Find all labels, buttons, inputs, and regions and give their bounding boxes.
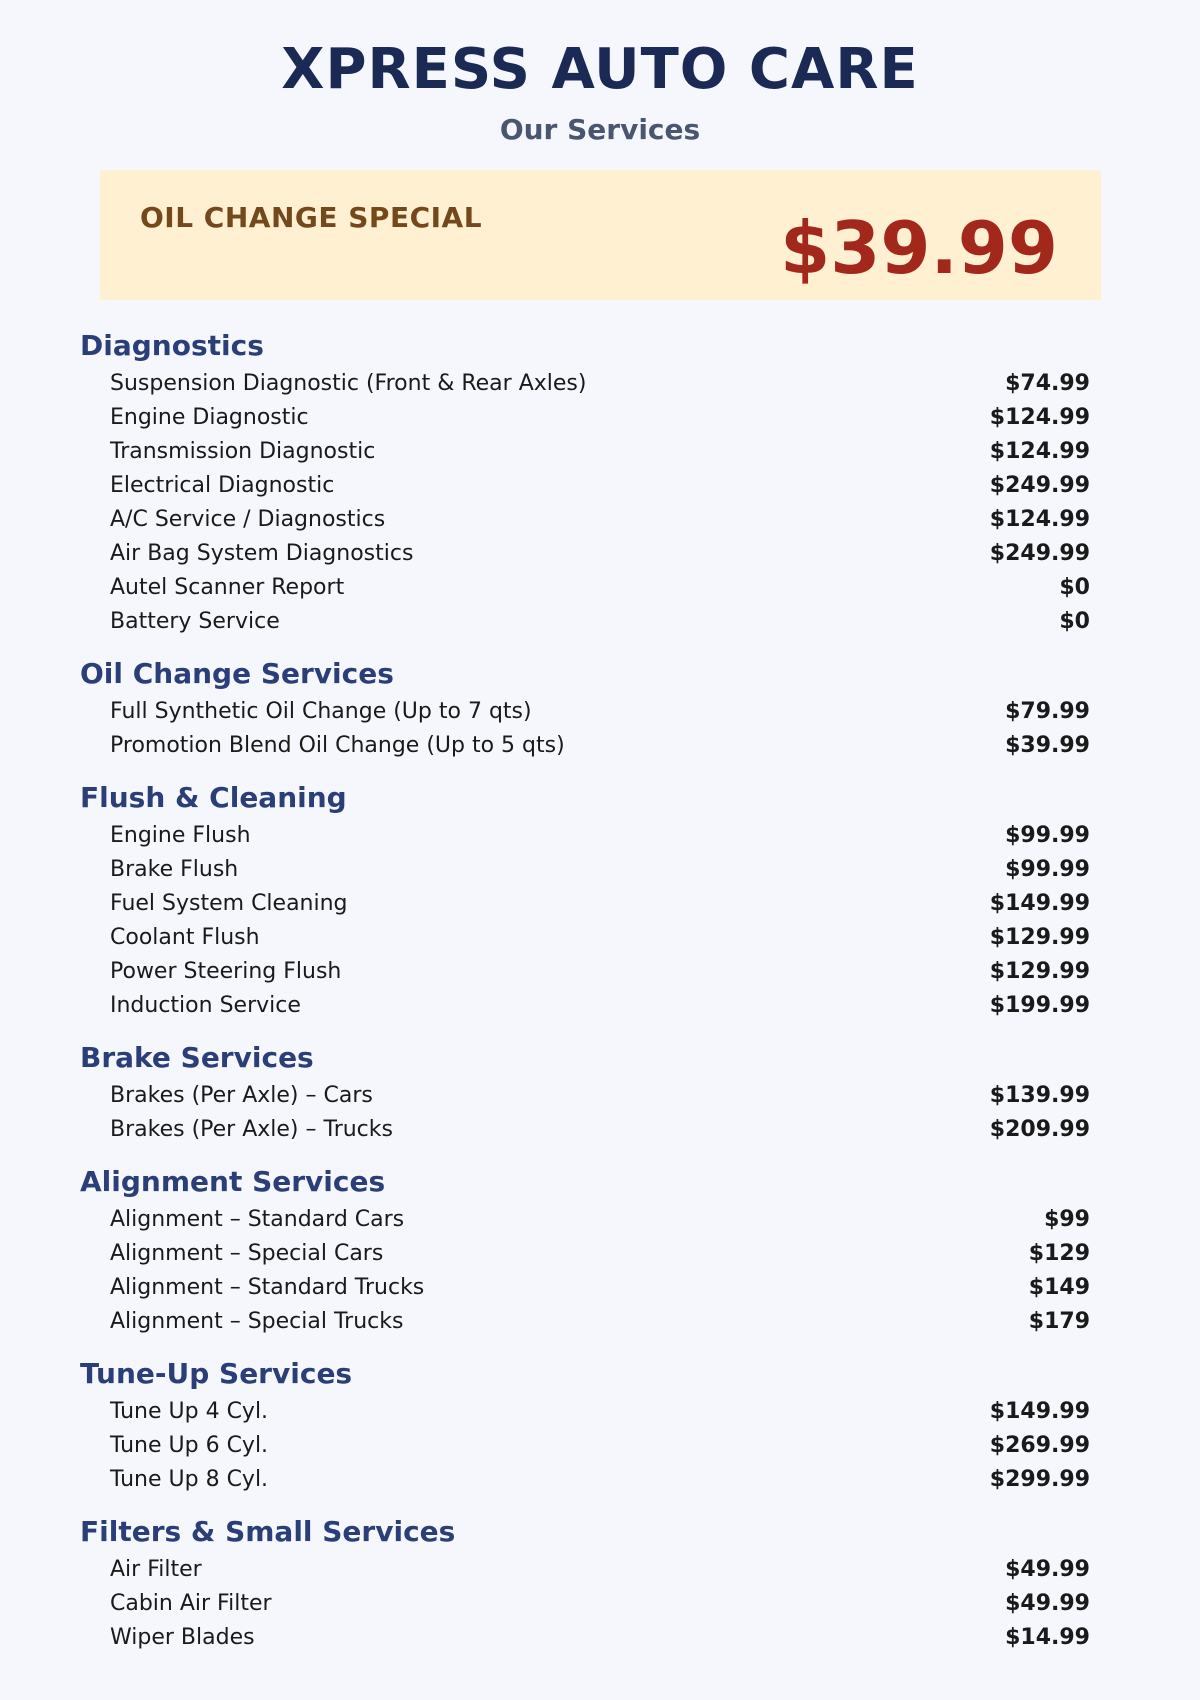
service-price: $129 (1028, 1241, 1090, 1266)
service-item (80, 921, 1090, 955)
service-price: $129.99 (989, 959, 1090, 984)
service-item (80, 571, 1090, 605)
service-name: Brake Flush (110, 857, 239, 882)
service-section (80, 1040, 1090, 1147)
oil-change-special-banner (100, 170, 1101, 300)
service-name: Tune Up 4 Cyl. (110, 1399, 269, 1424)
service-item (80, 537, 1090, 571)
service-section (80, 1356, 1090, 1497)
section-title: Brake Services (80, 1041, 314, 1074)
service-name: Brakes (Per Axle) – Cars (110, 1083, 373, 1108)
service-name: Transmission Diagnostic (110, 439, 376, 464)
service-item (80, 819, 1090, 853)
service-section (80, 1164, 1090, 1339)
service-price: $139.99 (989, 1083, 1090, 1108)
service-item (80, 1271, 1090, 1305)
service-price: $99.99 (1005, 823, 1090, 848)
service-name: Battery Service (110, 609, 280, 634)
section-title: Diagnostics (80, 329, 264, 362)
service-price: $149 (1028, 1275, 1090, 1300)
section-title: Alignment Services (80, 1165, 386, 1198)
service-section (80, 780, 1090, 1023)
service-name: Coolant Flush (110, 925, 260, 950)
service-price: $249.99 (989, 473, 1090, 498)
service-name: Induction Service (110, 993, 301, 1018)
service-name: Air Filter (110, 1557, 202, 1582)
service-name: Cabin Air Filter (110, 1591, 272, 1616)
service-item (80, 605, 1090, 639)
service-section (80, 328, 1090, 639)
service-price: $124.99 (989, 439, 1090, 464)
service-name: Suspension Diagnostic (Front & Rear Axles) (110, 371, 587, 396)
service-price: $99 (1044, 1207, 1090, 1232)
service-price: $149.99 (989, 891, 1090, 916)
service-item (80, 1553, 1090, 1587)
service-item (80, 1463, 1090, 1497)
service-name: Alignment – Special Cars (110, 1241, 384, 1266)
service-name: Electrical Diagnostic (110, 473, 335, 498)
service-price: $79.99 (1005, 699, 1090, 724)
service-name: A/C Service / Diagnostics (110, 507, 386, 532)
service-name: Brakes (Per Axle) – Trucks (110, 1117, 393, 1142)
service-item (80, 1305, 1090, 1339)
service-item (80, 1113, 1090, 1147)
service-item (80, 401, 1090, 435)
service-item (80, 729, 1090, 763)
section-title: Flush & Cleaning (80, 781, 347, 814)
page-subtitle: Our Services (499, 113, 701, 146)
service-item (80, 1203, 1090, 1237)
service-name: Alignment – Standard Cars (110, 1207, 405, 1232)
service-price: $74.99 (1005, 371, 1090, 396)
service-item (80, 853, 1090, 887)
service-price: $14.99 (1005, 1625, 1090, 1650)
service-price: $179 (1028, 1309, 1090, 1334)
service-item (80, 1429, 1090, 1463)
service-item (80, 989, 1090, 1023)
service-name: Alignment – Special Trucks (110, 1309, 404, 1334)
service-item (80, 955, 1090, 989)
service-name: Tune Up 6 Cyl. (110, 1433, 269, 1458)
service-item (80, 469, 1090, 503)
service-price: $209.99 (989, 1117, 1090, 1142)
service-item (80, 887, 1090, 921)
service-price: $99.99 (1005, 857, 1090, 882)
service-name: Alignment – Standard Trucks (110, 1275, 425, 1300)
service-name: Promotion Blend Oil Change (Up to 5 qts) (110, 733, 565, 758)
service-price: $199.99 (989, 993, 1090, 1018)
special-label: OIL CHANGE SPECIAL (140, 201, 483, 234)
service-item (80, 503, 1090, 537)
service-name: Wiper Blades (110, 1625, 255, 1650)
service-price: $39.99 (1005, 733, 1090, 758)
service-price: $0 (1059, 609, 1090, 634)
service-price: $149.99 (989, 1399, 1090, 1424)
services-menu (80, 328, 1090, 1672)
service-name: Air Bag System Diagnostics (110, 541, 414, 566)
service-name: Full Synthetic Oil Change (Up to 7 qts) (110, 699, 532, 724)
service-item (80, 1079, 1090, 1113)
service-price: $249.99 (989, 541, 1090, 566)
service-item (80, 695, 1090, 729)
service-name: Autel Scanner Report (110, 575, 345, 600)
service-price: $0 (1059, 575, 1090, 600)
service-item (80, 367, 1090, 401)
service-name: Fuel System Cleaning (110, 891, 348, 916)
service-item (80, 1237, 1090, 1271)
service-name: Power Steering Flush (110, 959, 342, 984)
service-section (80, 1514, 1090, 1655)
brand-title: XPRESS AUTO CARE (281, 37, 919, 102)
service-item (80, 435, 1090, 469)
service-name: Engine Diagnostic (110, 405, 309, 430)
section-title: Oil Change Services (80, 657, 394, 690)
service-section (80, 656, 1090, 763)
service-name: Tune Up 8 Cyl. (110, 1467, 269, 1492)
service-price: $124.99 (989, 405, 1090, 430)
service-price: $49.99 (1005, 1557, 1090, 1582)
service-name: Engine Flush (110, 823, 251, 848)
service-price: $299.99 (989, 1467, 1090, 1492)
section-title: Tune-Up Services (80, 1357, 353, 1390)
service-price: $49.99 (1005, 1591, 1090, 1616)
service-price: $129.99 (989, 925, 1090, 950)
service-price: $269.99 (989, 1433, 1090, 1458)
special-price: $39.99 (780, 206, 1058, 290)
service-item (80, 1587, 1090, 1621)
service-price: $124.99 (989, 507, 1090, 532)
service-item (80, 1395, 1090, 1429)
service-item (80, 1621, 1090, 1655)
section-title: Filters & Small Services (80, 1515, 456, 1548)
